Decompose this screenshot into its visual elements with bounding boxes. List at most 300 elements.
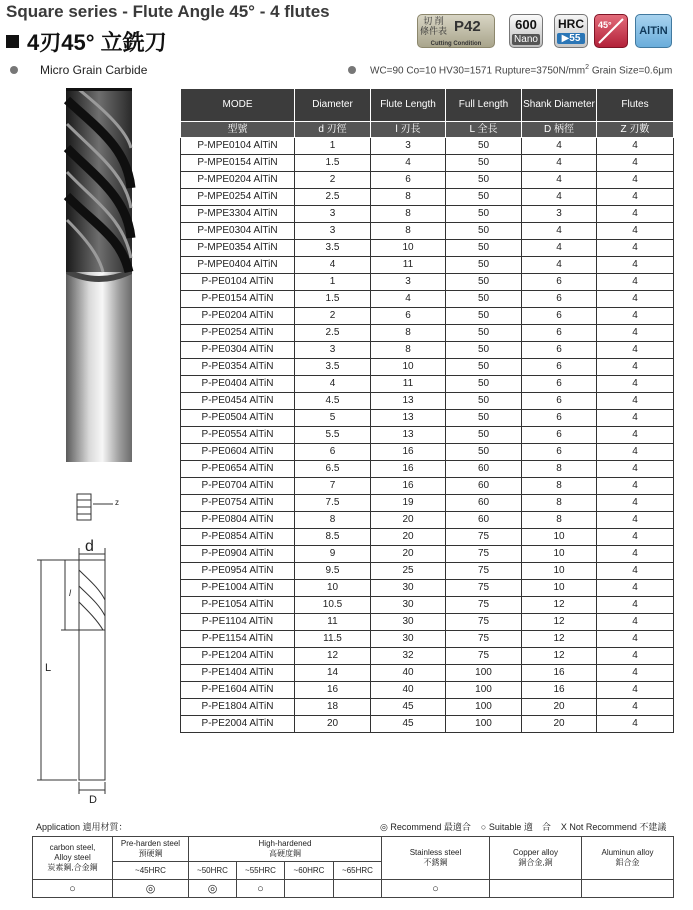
application-legend [380, 820, 666, 833]
value-cell: 32 [371, 648, 446, 665]
value-cell: 1.5 [295, 155, 371, 172]
value-cell: 50 [446, 325, 522, 342]
value-cell: 2.5 [295, 189, 371, 206]
column-subheader: L 全長 [446, 122, 522, 138]
subheader-row [181, 122, 674, 138]
value-cell: 50 [446, 155, 522, 172]
legend-recommend: ◎ Recommend 最適合 [380, 822, 471, 832]
value-cell: 20 [522, 699, 597, 716]
value-cell: 1 [295, 138, 371, 155]
table-row [181, 648, 674, 665]
value-cell: 20 [371, 529, 446, 546]
value-cell: 4 [597, 172, 674, 189]
value-cell: 100 [446, 665, 522, 682]
table-row [181, 393, 674, 410]
value-cell: 8 [371, 206, 446, 223]
dim-L-label: L [45, 662, 52, 674]
value-cell: 75 [446, 563, 522, 580]
header-row [181, 89, 674, 122]
model-cell: P-PE0604 AlTiN [181, 444, 295, 461]
value-cell: 4 [597, 189, 674, 206]
model-cell: P-PE0454 AlTiN [181, 393, 295, 410]
value-cell: 45 [371, 699, 446, 716]
value-cell: 4 [597, 682, 674, 699]
column-header: Flute Length [371, 89, 446, 122]
hrc-top: HRC [558, 17, 584, 31]
value-cell: 10 [371, 359, 446, 376]
bullet-icon [348, 66, 356, 74]
hardness-600-badge [509, 14, 543, 48]
coating-badge: AlTiN [635, 14, 672, 48]
value-cell: 6 [522, 427, 597, 444]
value-cell: 11 [371, 376, 446, 393]
value-cell: 19 [371, 495, 446, 512]
value-cell: 16 [371, 461, 446, 478]
model-cell: P-PE0104 AlTiN [181, 274, 295, 291]
value-cell: 4 [597, 699, 674, 716]
value-cell: 4 [597, 359, 674, 376]
dim-d-label: d [85, 538, 94, 555]
value-cell: 4 [597, 648, 674, 665]
value-cell: 75 [446, 631, 522, 648]
table-row [181, 223, 674, 240]
model-cell: P-MPE0404 AlTiN [181, 257, 295, 274]
column-header: MODE [181, 89, 295, 122]
model-cell: P-PE0904 AlTiN [181, 546, 295, 563]
value-cell: 6 [522, 393, 597, 410]
table-row [181, 597, 674, 614]
value-cell: 4 [597, 223, 674, 240]
value-cell: 9 [295, 546, 371, 563]
value-cell: 50 [446, 206, 522, 223]
value-cell: 6 [522, 342, 597, 359]
table-row [181, 699, 674, 716]
value-cell: 4 [597, 155, 674, 172]
value-cell: 12 [522, 597, 597, 614]
value-cell: 4 [522, 172, 597, 189]
value-cell: 16 [295, 682, 371, 699]
end-mill-photo [37, 88, 159, 472]
model-cell: P-MPE0354 AlTiN [181, 240, 295, 257]
value-cell: 10 [295, 580, 371, 597]
value-cell: 3 [371, 138, 446, 155]
value-cell: 4 [597, 529, 674, 546]
value-cell: 8.5 [295, 529, 371, 546]
table-row [181, 376, 674, 393]
rating-cell: ○ [33, 880, 113, 898]
rating-cell: ◎ [189, 880, 237, 898]
rating-cell [490, 880, 582, 898]
value-cell: 20 [371, 546, 446, 563]
value-cell: 50 [446, 274, 522, 291]
value-cell: 8 [522, 512, 597, 529]
value-cell: 1 [295, 274, 371, 291]
table-row [181, 257, 674, 274]
model-cell: P-PE0254 AlTiN [181, 325, 295, 342]
value-cell: 4 [522, 189, 597, 206]
value-cell: 2 [295, 172, 371, 189]
value-cell: 4 [371, 155, 446, 172]
model-cell: P-PE0354 AlTiN [181, 359, 295, 376]
column-subheader: D 柄徑 [522, 122, 597, 138]
value-cell: 4 [597, 308, 674, 325]
column-subheader: d 刃徑 [295, 122, 371, 138]
rating-cell [285, 880, 334, 898]
value-cell: 10 [522, 529, 597, 546]
value-cell: 50 [446, 189, 522, 206]
model-cell: P-PE2004 AlTiN [181, 716, 295, 733]
column-subheader: Z 刃數 [597, 122, 674, 138]
material-highhard: High-hardened 高硬度鋼 [189, 837, 382, 862]
model-cell: P-PE1804 AlTiN [181, 699, 295, 716]
table-row [181, 665, 674, 682]
value-cell: 8 [522, 478, 597, 495]
material-stainless: Stainless steel 不銹鋼 [382, 837, 490, 880]
model-cell: P-PE1604 AlTiN [181, 682, 295, 699]
value-cell: 13 [371, 427, 446, 444]
helix-angle-icon [595, 15, 627, 47]
model-cell: P-PE0404 AlTiN [181, 376, 295, 393]
value-cell: 6 [522, 376, 597, 393]
value-cell: 40 [371, 665, 446, 682]
value-cell: 5 [295, 410, 371, 427]
legend-suitable: ○ Suitable 適 合 [480, 822, 551, 832]
value-cell: 20 [295, 716, 371, 733]
table-row [181, 546, 674, 563]
hardness-cell: ~45HRC [113, 862, 189, 880]
value-cell: 50 [446, 223, 522, 240]
rating-cell [334, 880, 382, 898]
value-cell: 13 [371, 410, 446, 427]
legend-not: X Not Recommend 不建議 [560, 822, 667, 832]
value-cell: 75 [446, 529, 522, 546]
value-cell: 4 [522, 155, 597, 172]
dimension-drawing [33, 490, 133, 810]
material-prehard: Pre-harden steel 預硬鋼 [113, 837, 189, 862]
value-cell: 2 [295, 308, 371, 325]
table-row [181, 631, 674, 648]
value-cell: 6 [522, 325, 597, 342]
value-cell: 4 [597, 444, 674, 461]
value-cell: 3 [295, 342, 371, 359]
table-row [181, 172, 674, 189]
table-row [181, 716, 674, 733]
rating-cell: ○ [382, 880, 490, 898]
value-cell: 4 [597, 427, 674, 444]
value-cell: 3 [295, 206, 371, 223]
value-cell: 6 [522, 274, 597, 291]
model-cell: P-PE0954 AlTiN [181, 563, 295, 580]
table-row [181, 410, 674, 427]
value-cell: 75 [446, 546, 522, 563]
table-row [181, 240, 674, 257]
value-cell: 8 [371, 342, 446, 359]
value-cell: 18 [295, 699, 371, 716]
model-cell: P-PE1154 AlTiN [181, 631, 295, 648]
column-header: Shank Diameter [522, 89, 597, 122]
value-cell: 4 [597, 631, 674, 648]
value-cell: 8 [522, 461, 597, 478]
value-cell: 50 [446, 291, 522, 308]
value-cell: 60 [446, 512, 522, 529]
value-cell: 3.5 [295, 359, 371, 376]
model-cell: P-PE0304 AlTiN [181, 342, 295, 359]
value-cell: 25 [371, 563, 446, 580]
dim-z-label: z [115, 498, 119, 507]
table-row [181, 478, 674, 495]
model-cell: P-MPE0304 AlTiN [181, 223, 295, 240]
value-cell: 4 [597, 393, 674, 410]
value-cell: 12 [522, 631, 597, 648]
hardness-cell: ~65HRC [334, 862, 382, 880]
model-cell: P-PE1054 AlTiN [181, 597, 295, 614]
value-cell: 100 [446, 682, 522, 699]
value-cell: 4 [597, 376, 674, 393]
value-cell: 30 [371, 614, 446, 631]
value-cell: 11.5 [295, 631, 371, 648]
hrc-badge [554, 14, 588, 48]
value-cell: 6 [371, 172, 446, 189]
hardness-cell: ~50HRC [189, 862, 237, 880]
value-cell: 10.5 [295, 597, 371, 614]
table-row [181, 512, 674, 529]
cutting-condition-badge[interactable] [417, 14, 495, 48]
value-cell: 4 [295, 376, 371, 393]
value-cell: 16 [371, 478, 446, 495]
cutting-caption: Cutting Condition [430, 41, 482, 47]
value-cell: 4 [597, 478, 674, 495]
value-cell: 14 [295, 665, 371, 682]
hardness-bottom: Nano [512, 34, 540, 45]
value-cell: 4 [597, 291, 674, 308]
model-cell: P-PE1204 AlTiN [181, 648, 295, 665]
value-cell: 6 [371, 308, 446, 325]
value-cell: 12 [295, 648, 371, 665]
cutting-code: P42 [454, 18, 481, 35]
model-cell: P-PE0504 AlTiN [181, 410, 295, 427]
table-row [181, 427, 674, 444]
model-cell: P-PE1004 AlTiN [181, 580, 295, 597]
value-cell: 50 [446, 410, 522, 427]
value-cell: 16 [371, 444, 446, 461]
value-cell: 16 [522, 682, 597, 699]
value-cell: 50 [446, 308, 522, 325]
application-table [32, 836, 674, 898]
table-row [181, 529, 674, 546]
table-row [181, 308, 674, 325]
value-cell: 60 [446, 461, 522, 478]
material-specs: WC=90 Co=10 HV30=1571 $Rupture=3750N/mm^2$ Grain Size=0.6μm [370, 64, 673, 77]
value-cell: 11 [371, 257, 446, 274]
table-row [181, 359, 674, 376]
application-label: Application 適用材質： [36, 822, 128, 832]
value-cell: 6 [522, 291, 597, 308]
model-cell: P-PE0554 AlTiN [181, 427, 295, 444]
hrc-bottom: ▶55 [557, 33, 585, 44]
value-cell: 4 [597, 325, 674, 342]
material-label: Micro Grain Carbide [40, 63, 148, 77]
value-cell: 8 [295, 512, 371, 529]
dim-D-label: D [89, 794, 97, 806]
value-cell: 4 [522, 257, 597, 274]
value-cell: 50 [446, 342, 522, 359]
value-cell: 50 [446, 393, 522, 410]
table-row [181, 206, 674, 223]
value-cell: 20 [371, 512, 446, 529]
value-cell: 50 [446, 257, 522, 274]
value-cell: 60 [446, 478, 522, 495]
value-cell: 4 [597, 138, 674, 155]
table-row [181, 189, 674, 206]
model-cell: P-MPE3304 AlTiN [181, 206, 295, 223]
column-subheader: 型號 [181, 122, 295, 138]
value-cell: 8 [522, 495, 597, 512]
value-cell: 4 [597, 614, 674, 631]
table-row [181, 580, 674, 597]
table-row [181, 291, 674, 308]
value-cell: 4 [371, 291, 446, 308]
helix-angle-badge [594, 14, 628, 48]
table-row [181, 342, 674, 359]
value-cell: 3 [522, 206, 597, 223]
title-cn-text: 4刃45° 立銑刀 [27, 30, 167, 55]
value-cell: 2.5 [295, 325, 371, 342]
table-row [181, 444, 674, 461]
value-cell: 10 [371, 240, 446, 257]
model-cell: P-PE0754 AlTiN [181, 495, 295, 512]
dim-l-label: l [69, 588, 71, 598]
value-cell: 8 [371, 223, 446, 240]
value-cell: 50 [446, 138, 522, 155]
table-row [181, 325, 674, 342]
value-cell: 6 [522, 410, 597, 427]
column-subheader: l 刃長 [371, 122, 446, 138]
value-cell: 4 [597, 410, 674, 427]
value-cell: 6 [295, 444, 371, 461]
table-row [181, 563, 674, 580]
material-carbon: carbon steel, Alloy steel 炭素鋼,合金鋼 [33, 837, 113, 880]
spec-table [180, 88, 674, 733]
value-cell: 3 [295, 223, 371, 240]
value-cell: 4 [597, 597, 674, 614]
value-cell: 4 [597, 495, 674, 512]
value-cell: 4 [597, 716, 674, 733]
model-cell: P-PE0704 AlTiN [181, 478, 295, 495]
material-copper: Copper alloy 銅合金,銅 [490, 837, 582, 880]
column-header: Flutes [597, 89, 674, 122]
value-cell: 4 [522, 240, 597, 257]
value-cell: 6 [522, 359, 597, 376]
hardness-top: 600 [515, 17, 537, 32]
value-cell: 6.5 [295, 461, 371, 478]
hardness-cell: ~60HRC [285, 862, 334, 880]
value-cell: 100 [446, 699, 522, 716]
value-cell: 13 [371, 393, 446, 410]
value-cell: 45 [371, 716, 446, 733]
value-cell: 4 [597, 563, 674, 580]
value-cell: 30 [371, 580, 446, 597]
value-cell: 75 [446, 614, 522, 631]
model-cell: P-PE1104 AlTiN [181, 614, 295, 631]
value-cell: 4 [597, 206, 674, 223]
value-cell: 40 [371, 682, 446, 699]
value-cell: 12 [522, 614, 597, 631]
value-cell: 3.5 [295, 240, 371, 257]
value-cell: 4 [522, 223, 597, 240]
table-row [181, 138, 674, 155]
table-row [181, 614, 674, 631]
column-header: Full Length [446, 89, 522, 122]
value-cell: 20 [522, 716, 597, 733]
value-cell: 50 [446, 376, 522, 393]
value-cell: 4 [597, 546, 674, 563]
model-cell: P-PE0154 AlTiN [181, 291, 295, 308]
value-cell: 30 [371, 597, 446, 614]
material-aluminum: Aluminun alloy 鋁合金 [582, 837, 674, 880]
value-cell: 4 [295, 257, 371, 274]
value-cell: 8 [371, 325, 446, 342]
value-cell: 10 [522, 580, 597, 597]
rating-cell: ○ [237, 880, 285, 898]
value-cell: 50 [446, 172, 522, 189]
value-cell: 1.5 [295, 291, 371, 308]
value-cell: 7 [295, 478, 371, 495]
model-cell: P-PE0204 AlTiN [181, 308, 295, 325]
value-cell: 4 [597, 512, 674, 529]
value-cell: 4 [597, 665, 674, 682]
model-cell: P-MPE0104 AlTiN [181, 138, 295, 155]
value-cell: 4 [597, 580, 674, 597]
value-cell: 9.5 [295, 563, 371, 580]
value-cell: 75 [446, 648, 522, 665]
table-row [181, 274, 674, 291]
table-row [181, 155, 674, 172]
model-cell: P-MPE0154 AlTiN [181, 155, 295, 172]
value-cell: 6 [522, 444, 597, 461]
value-cell: 10 [522, 563, 597, 580]
value-cell: 4 [597, 342, 674, 359]
value-cell: 100 [446, 716, 522, 733]
value-cell: 4.5 [295, 393, 371, 410]
cutting-cn-label: 切 削 條件表 [420, 16, 448, 36]
value-cell: 3 [371, 274, 446, 291]
value-cell: 16 [522, 665, 597, 682]
value-cell: 75 [446, 580, 522, 597]
value-cell: 4 [597, 274, 674, 291]
value-cell: 11 [295, 614, 371, 631]
model-cell: P-PE1404 AlTiN [181, 665, 295, 682]
model-cell: P-MPE0204 AlTiN [181, 172, 295, 189]
table-row [181, 461, 674, 478]
value-cell: 12 [522, 648, 597, 665]
model-cell: P-MPE0254 AlTiN [181, 189, 295, 206]
value-cell: 50 [446, 240, 522, 257]
table-row [181, 682, 674, 699]
hardness-cell: ~55HRC [237, 862, 285, 880]
value-cell: 10 [522, 546, 597, 563]
value-cell: 4 [597, 240, 674, 257]
value-cell: 4 [597, 257, 674, 274]
value-cell: 50 [446, 444, 522, 461]
value-cell: 60 [446, 495, 522, 512]
column-header: Diameter [295, 89, 371, 122]
value-cell: 50 [446, 359, 522, 376]
value-cell: 6 [522, 308, 597, 325]
value-cell: 4 [522, 138, 597, 155]
rating-cell: ◎ [113, 880, 189, 898]
value-cell: 75 [446, 597, 522, 614]
table-row [181, 495, 674, 512]
